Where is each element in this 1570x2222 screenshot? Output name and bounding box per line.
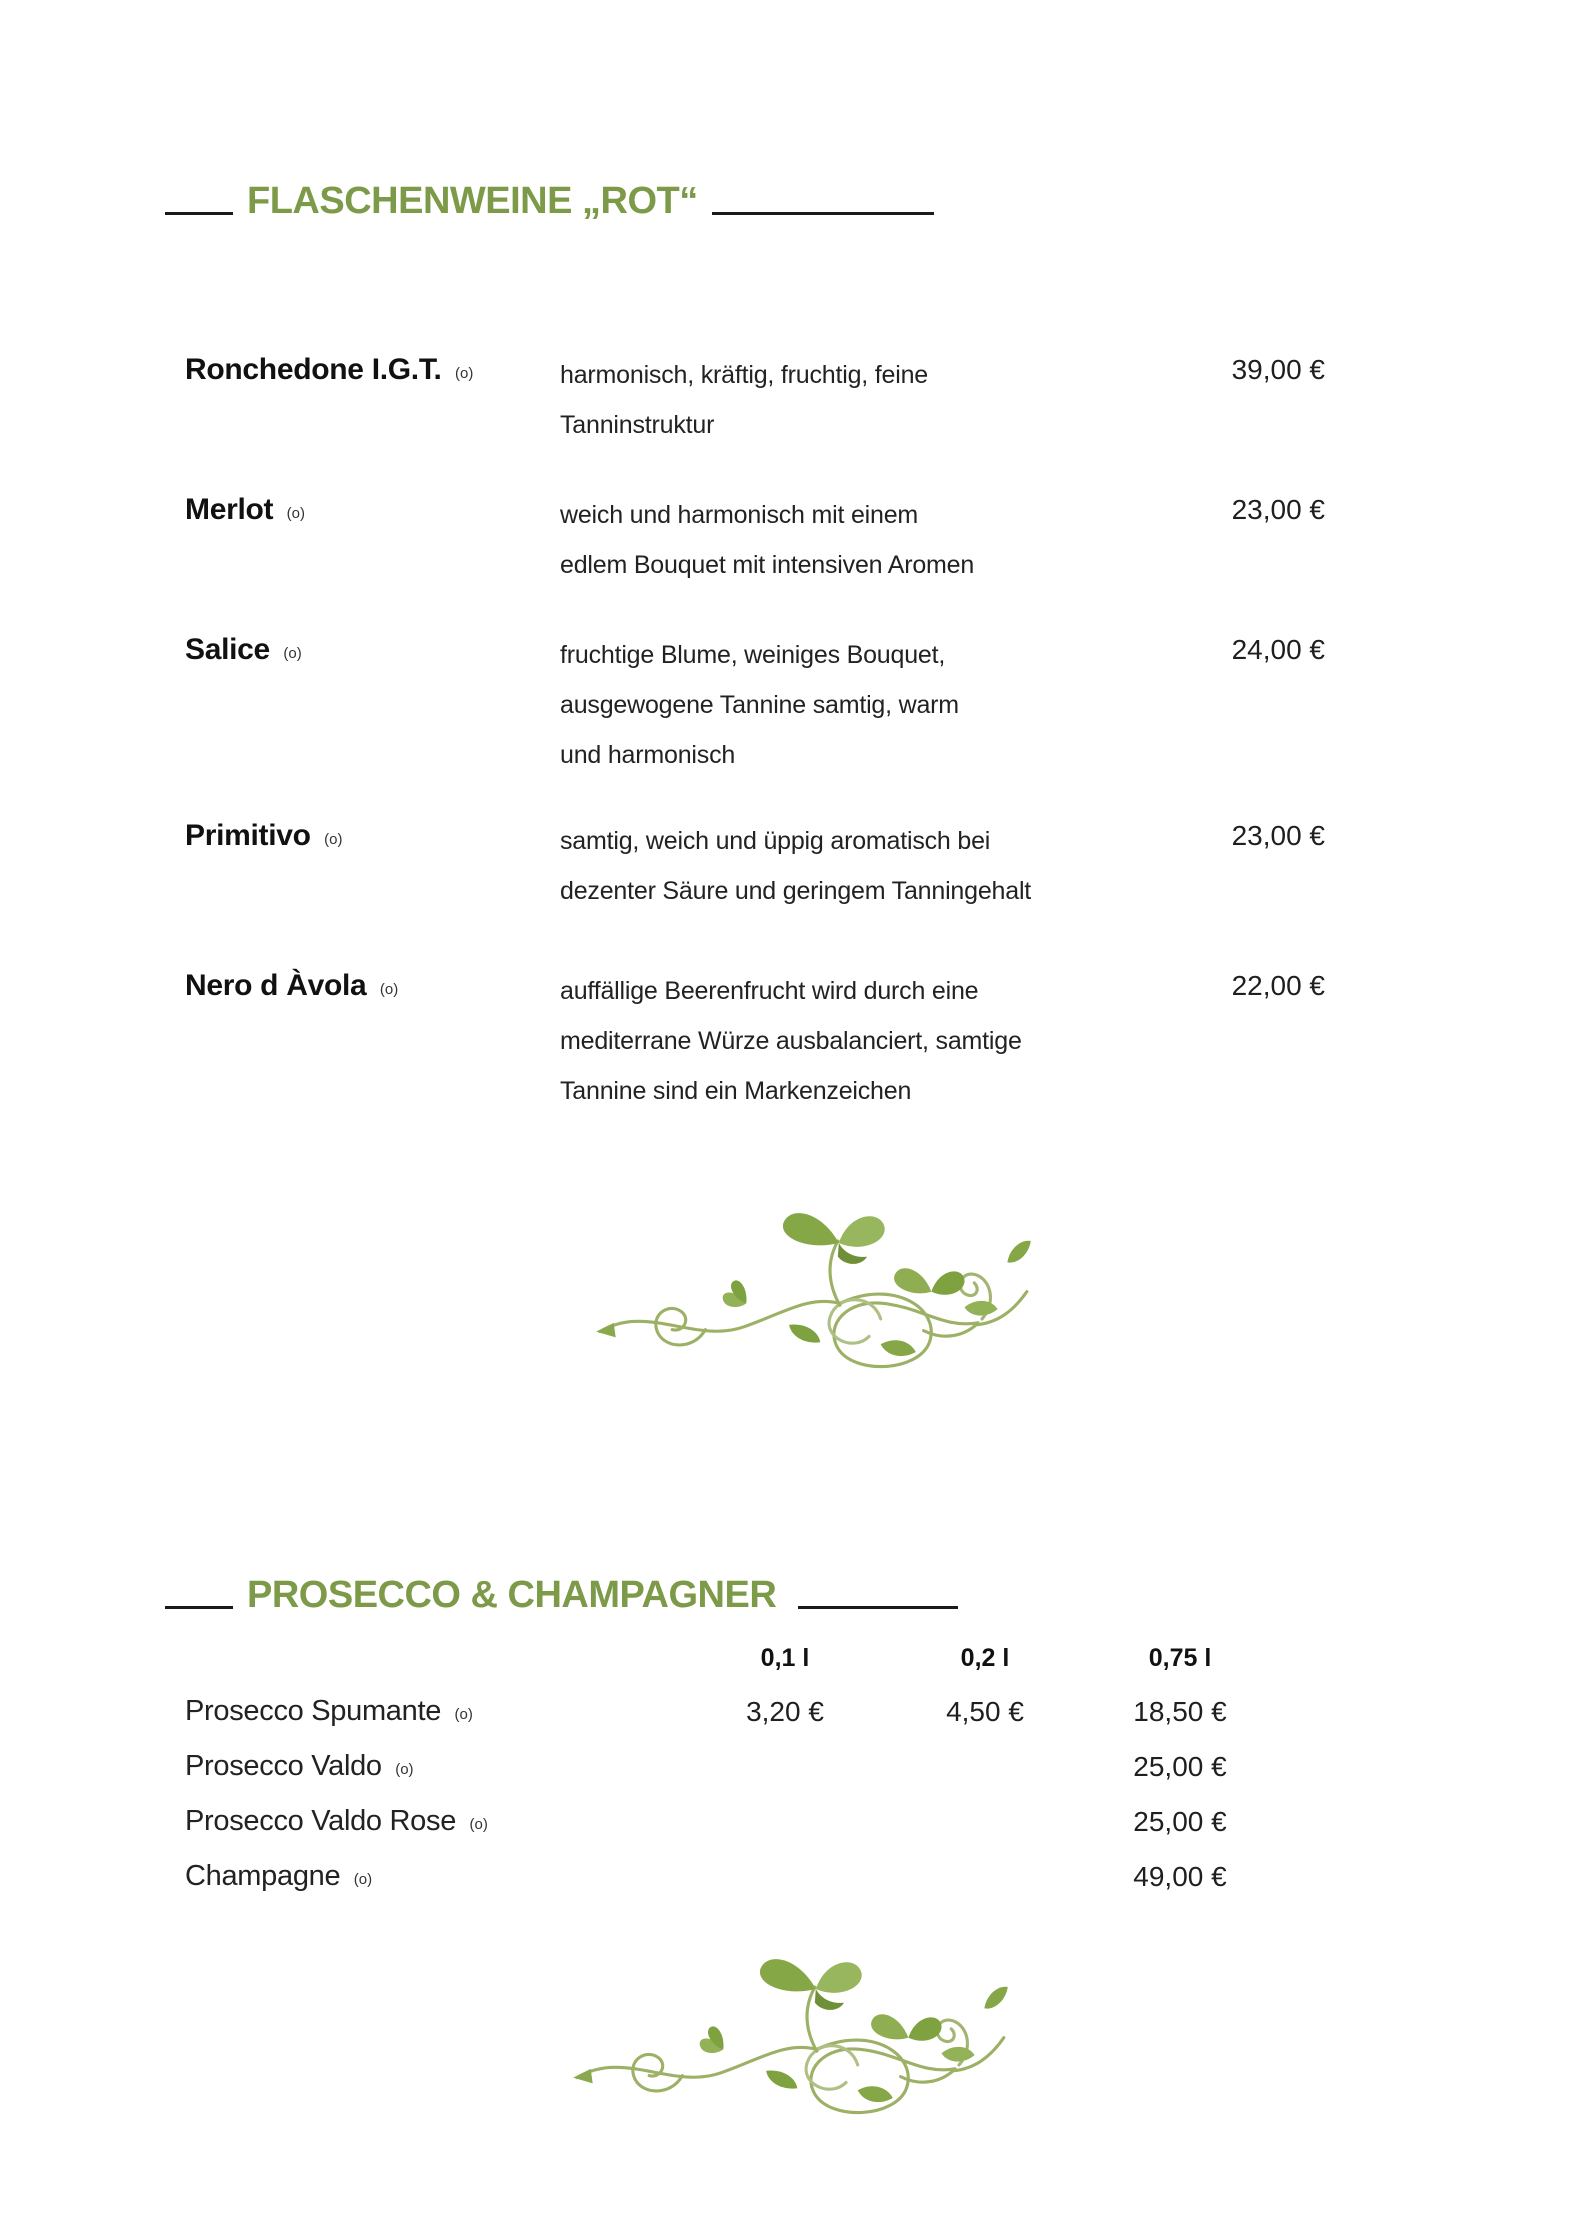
wine-name: Merlot: [185, 493, 274, 526]
prosecco-name: Prosecco Spumante: [185, 1695, 442, 1727]
price-075l: 18,50 €: [1133, 1695, 1227, 1727]
wine-item-salice: [185, 630, 1325, 780]
column-header-075l: 0,75 l: [1148, 1643, 1212, 1672]
wine-item-primitivo: [185, 816, 1325, 916]
column-header-01l: 0,1 l: [760, 1643, 810, 1672]
wine-description: [560, 630, 1145, 780]
wine-item-merlot: [185, 490, 1325, 590]
wine-price: 22,00 €: [1231, 970, 1325, 1001]
wine-item-nero-d-avola: [185, 966, 1325, 1116]
wine-name: Ronchedone I.G.T.: [185, 353, 442, 386]
wine-description-line: harmonisch, kräftig, fruchtig, feine: [560, 361, 928, 389]
wine-name: Primitivo: [185, 819, 311, 852]
wine-description: [560, 966, 1145, 1116]
title-trailing-rule: [798, 1606, 958, 1609]
allergen-marker: (o): [353, 1871, 373, 1888]
wine-description-line: dezenter Säure und geringem Tanningehalt: [560, 877, 1032, 905]
section-header-prosecco-champagner: [165, 1576, 958, 1616]
wine-name: Salice: [185, 633, 270, 666]
table-row-name-cell: [185, 1860, 690, 1893]
title-trailing-rule: [712, 212, 934, 215]
table-row-name-cell: [185, 1695, 690, 1728]
wine-item-ronchedone: [185, 350, 1325, 450]
wine-description: [560, 350, 1145, 450]
table-row-name-cell: [185, 1805, 690, 1838]
allergen-marker: (o): [286, 505, 305, 522]
wine-description-line: weich und harmonisch mit einem: [560, 501, 919, 529]
wine-name: Nero d Àvola: [185, 969, 367, 1002]
allergen-marker: (o): [379, 981, 399, 998]
wine-description-line: edlem Bouquet mit intensiven Aromen: [560, 551, 975, 579]
wine-description-line: und harmonisch: [560, 741, 736, 769]
price-01l: 3,20 €: [746, 1695, 824, 1727]
wine-price: 23,00 €: [1231, 820, 1325, 851]
wine-name-cell: [185, 966, 560, 1011]
wine-description-line: auffällige Beerenfrucht wird durch eine: [560, 977, 979, 1005]
floral-flourish-icon: [562, 1948, 1017, 2143]
wine-description-line: fruchtige Blume, weiniges Bouquet,: [560, 641, 946, 669]
section-title-text: PROSECCO & CHAMPAGNER: [247, 1574, 777, 1616]
allergen-marker: (o): [454, 1706, 473, 1723]
table-row-name-cell: [185, 1750, 690, 1783]
price-075l: 25,00 €: [1133, 1750, 1227, 1782]
allergen-marker: (o): [283, 645, 302, 662]
wine-price: 24,00 €: [1231, 634, 1325, 665]
title-leading-rule: [165, 212, 233, 215]
wine-description: [560, 816, 1145, 916]
column-header-02l: 0,2 l: [960, 1643, 1010, 1672]
wine-name-cell: [185, 630, 560, 675]
wine-description-line: samtig, weich und üppig aromatisch bei: [560, 827, 991, 855]
prosecco-name: Prosecco Valdo Rose: [185, 1805, 457, 1837]
title-leading-rule: [165, 1606, 233, 1609]
prosecco-name: Champagne: [185, 1860, 341, 1892]
prosecco-name: Prosecco Valdo: [185, 1750, 382, 1782]
wine-description-line: ausgewogene Tannine samtig, warm: [560, 691, 959, 719]
allergen-marker: (o): [324, 831, 343, 848]
wine-name-cell: [185, 490, 560, 535]
wine-name-cell: [185, 816, 560, 861]
price-075l: 25,00 €: [1133, 1805, 1227, 1837]
floral-flourish-icon: [585, 1202, 1040, 1397]
section-title-text: FLASCHENWEINE „ROT“: [247, 180, 698, 222]
allergen-marker: (o): [455, 365, 474, 382]
wine-price: 23,00 €: [1231, 494, 1325, 525]
wine-description-line: Tannine sind ein Markenzeichen: [560, 1077, 912, 1105]
allergen-marker: (o): [469, 1816, 488, 1833]
price-075l: 49,00 €: [1133, 1860, 1227, 1892]
wine-description-line: mediterrane Würze ausbalanciert, samtige: [560, 1027, 1022, 1055]
wine-description: [560, 490, 1145, 590]
allergen-marker: (o): [395, 1761, 414, 1778]
prosecco-table: [185, 1632, 1270, 1904]
wine-description-line: Tanninstruktur: [560, 411, 715, 439]
section-header-flaschenweine-rot: [165, 182, 934, 222]
wine-price: 39,00 €: [1231, 354, 1325, 385]
price-02l: 4,50 €: [946, 1695, 1024, 1727]
wine-name-cell: [185, 350, 560, 395]
